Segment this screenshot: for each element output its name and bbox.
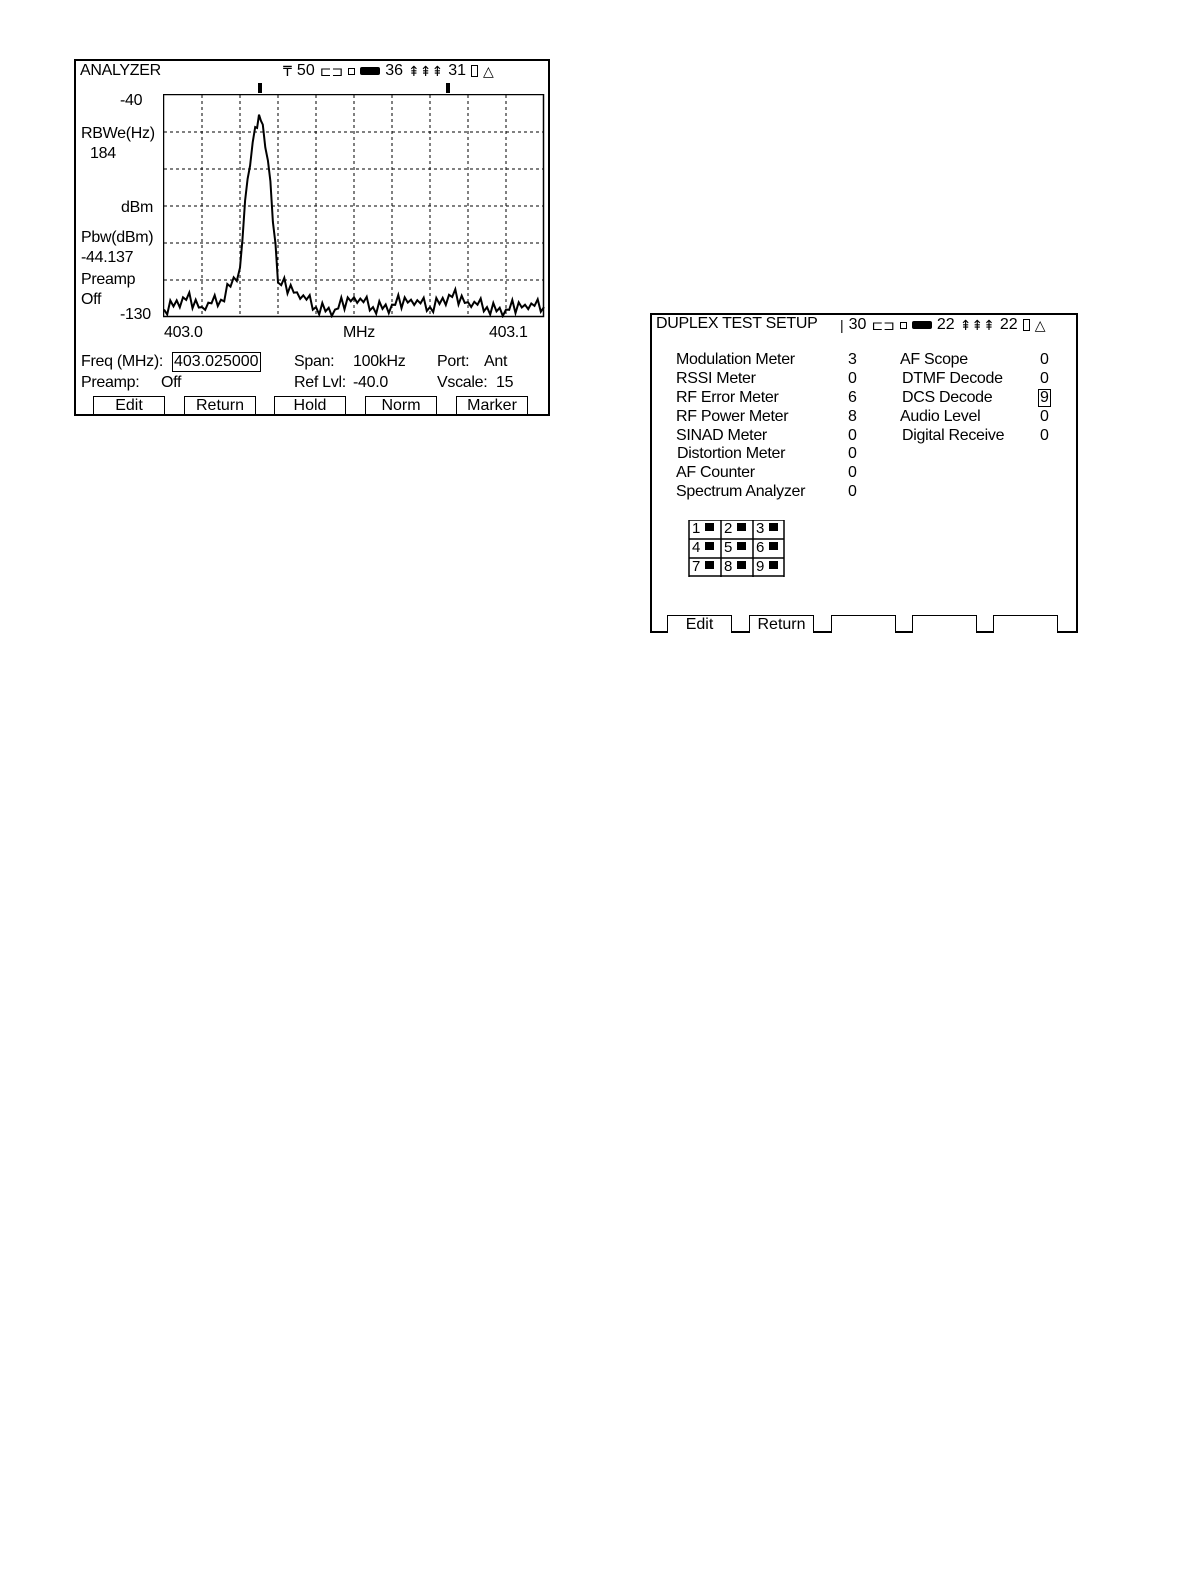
softkey-edit[interactable]: Edit	[667, 615, 732, 633]
preamp2-value: Off	[161, 374, 182, 391]
grid-square-4	[705, 542, 714, 550]
grid-cell-4[interactable]: 4	[692, 539, 701, 556]
analyzer-signal-value: 50	[296, 62, 315, 79]
connector-icon: ⊏⊐	[871, 317, 895, 333]
x-left-label: 403.0	[164, 324, 203, 341]
item-label: DCS Decode	[902, 389, 993, 406]
grid-cell-2[interactable]: 2	[724, 520, 733, 537]
item-label: Audio Level	[900, 408, 981, 425]
item-value[interactable]: 0	[1040, 370, 1049, 387]
softkey-norm[interactable]: Norm	[365, 396, 437, 414]
grid-square-9	[769, 561, 778, 569]
item-value[interactable]: 0	[1040, 408, 1049, 425]
item-value[interactable]: 0	[1040, 351, 1049, 368]
card-icon	[471, 65, 478, 77]
softkey-4[interactable]	[912, 615, 977, 633]
analyzer-battery-value: 36	[385, 62, 403, 79]
grid-cell-8[interactable]: 8	[724, 558, 733, 575]
duplex-title: DUPLEX TEST SETUP	[656, 315, 818, 332]
rbw-value: 184	[90, 145, 116, 162]
preamp2-label: Preamp:	[81, 374, 140, 391]
grid-square-1	[705, 523, 714, 531]
meter-layout-grid[interactable]	[688, 520, 785, 577]
spectrum-plot	[163, 94, 545, 318]
grid-cell-6[interactable]: 6	[756, 539, 765, 556]
warning-triangle-icon: △	[482, 63, 494, 79]
marker-left	[258, 83, 262, 93]
analyzer-status-bar	[283, 62, 494, 80]
warning-triangle-icon: △	[1034, 317, 1046, 333]
item-label: Digital Receive	[902, 427, 1005, 444]
item-label: Distortion Meter	[677, 445, 786, 462]
softkey-return[interactable]: Return	[749, 615, 814, 633]
grid-cell-5[interactable]: 5	[724, 539, 733, 556]
softkey-marker[interactable]: Marker	[456, 396, 528, 414]
grid-square-7	[705, 561, 714, 569]
item-label: RF Error Meter	[676, 389, 779, 406]
grid-cell-7[interactable]: 7	[692, 558, 701, 575]
grid-cell-1[interactable]: 1	[692, 520, 701, 537]
grid-cell-3[interactable]: 3	[756, 520, 765, 537]
item-value[interactable]: 6	[848, 389, 857, 406]
plot-grid	[164, 95, 544, 317]
span-label: Span:	[294, 353, 335, 370]
rbw-label: RBWe(Hz)	[81, 125, 155, 142]
connector-icon: ⊏⊐	[319, 63, 344, 79]
item-label: RF Power Meter	[676, 408, 789, 425]
duplex-battery-value: 22	[936, 316, 955, 333]
item-value[interactable]: 3	[848, 351, 857, 368]
softkey-return[interactable]: Return	[184, 396, 256, 414]
freq-label: Freq (MHz):	[81, 353, 164, 370]
reflvl-label: Ref Lvl:	[294, 374, 346, 391]
softkey-hold[interactable]: Hold	[274, 396, 346, 414]
item-label: Spectrum Analyzer	[676, 483, 806, 500]
softkey-3[interactable]	[831, 615, 896, 633]
item-value[interactable]: 0	[848, 483, 857, 500]
battery-icon	[912, 321, 932, 329]
grid-square-3	[769, 523, 778, 531]
softkey-edit[interactable]: Edit	[93, 396, 165, 414]
antenna-icon: ₸	[283, 63, 292, 79]
item-label: RSSI Meter	[676, 370, 756, 387]
antenna-icon: |	[840, 317, 844, 333]
vscale-value: 15	[496, 374, 514, 391]
card-icon	[1023, 319, 1030, 331]
pbw-label: Pbw(dBm)	[81, 229, 154, 246]
item-value[interactable]: 0	[848, 464, 857, 481]
duplex-level-value: 22	[999, 316, 1018, 333]
analyzer-title: ANALYZER	[80, 62, 161, 79]
duplex-screen	[650, 313, 1078, 633]
square-icon	[900, 322, 907, 329]
port-label: Port:	[437, 353, 470, 370]
dcs-decode-input[interactable]: 9	[1040, 389, 1049, 406]
pbw-value: -44.137	[81, 249, 134, 266]
item-value[interactable]: 0	[848, 370, 857, 387]
up-arrow-icon: ⇞⇞⇞	[959, 317, 995, 333]
grid-square-5	[737, 542, 746, 550]
x-right-label: 403.1	[489, 324, 528, 341]
item-value[interactable]: 8	[848, 408, 857, 425]
battery-icon	[360, 67, 380, 75]
marker-right	[446, 83, 450, 93]
preamp-value: Off	[81, 291, 102, 308]
item-value[interactable]: 0	[1040, 427, 1049, 444]
item-value[interactable]: 0	[848, 445, 857, 462]
item-label: AF Counter	[676, 464, 755, 481]
x-center-label: MHz	[343, 324, 375, 341]
vscale-label: Vscale:	[437, 374, 488, 391]
preamp-label: Preamp	[81, 271, 136, 288]
analyzer-screen	[74, 59, 550, 416]
square-icon	[348, 68, 355, 75]
item-label: SINAD Meter	[676, 427, 767, 444]
y-bottom-label: -130	[120, 306, 151, 323]
duplex-signal-value: 30	[848, 316, 867, 333]
item-label: DTMF Decode	[902, 370, 1003, 387]
grid-square-8	[737, 561, 746, 569]
y-top-label: -40	[120, 92, 143, 109]
span-value: 100kHz	[353, 353, 406, 370]
freq-input[interactable]: 403.025000	[174, 353, 259, 370]
grid-square-6	[769, 542, 778, 550]
unit-label: dBm	[121, 199, 153, 216]
grid-square-2	[737, 523, 746, 531]
item-label: Modulation Meter	[676, 351, 795, 368]
item-value[interactable]: 0	[848, 427, 857, 444]
item-label: AF Scope	[900, 351, 968, 368]
softkey-5[interactable]	[993, 615, 1058, 633]
analyzer-level-value: 31	[448, 62, 466, 79]
port-value: Ant	[484, 353, 508, 370]
grid-cell-9[interactable]: 9	[756, 558, 765, 575]
up-arrow-icon: ⇞⇞⇞	[407, 63, 444, 79]
reflvl-value: -40.0	[353, 374, 388, 391]
duplex-status-bar	[840, 316, 1045, 334]
